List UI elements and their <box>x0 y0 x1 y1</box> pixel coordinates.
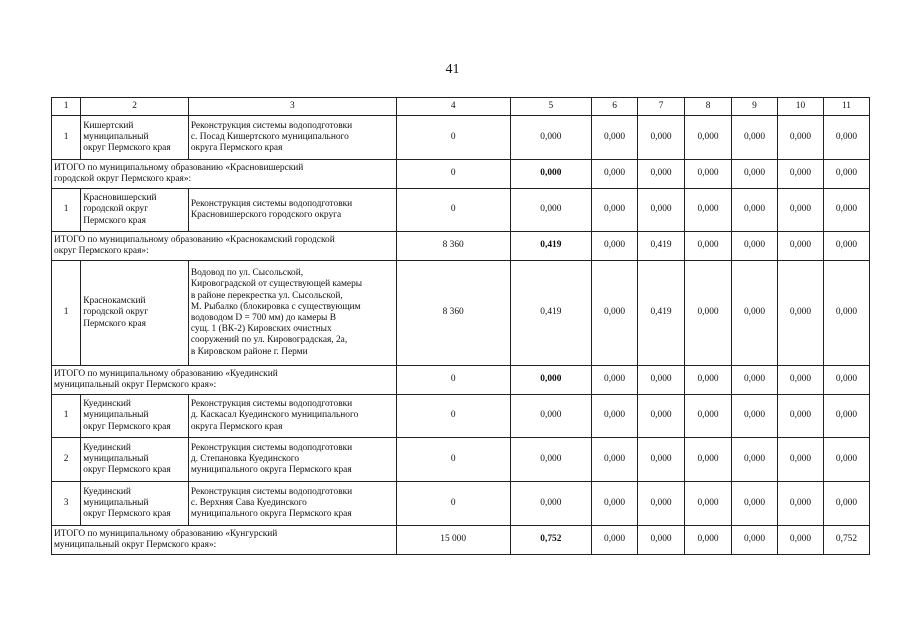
value-cell: 0,000 <box>592 232 638 261</box>
value-cell: 8 360 <box>396 261 510 366</box>
value-cell: 0,000 <box>685 526 732 555</box>
value-cell: 0,752 <box>823 526 869 555</box>
project-cell: Реконструкция системы водоподготовки Красновишерского городского округа <box>188 189 396 232</box>
header-cell: 6 <box>592 98 638 116</box>
value-cell: 0,000 <box>823 366 869 395</box>
value-cell: 0,000 <box>823 160 869 189</box>
value-cell: 0,000 <box>592 395 638 438</box>
row-number-cell: 1 <box>52 395 81 438</box>
page-number: 41 <box>445 62 460 77</box>
total-label: ИТОГО по муниципальному образованию «Краснокамский городской округ Пермского края»: <box>52 232 397 261</box>
header-cell: 10 <box>777 98 823 116</box>
value-cell: 0,000 <box>777 189 823 232</box>
value-cell: 0,000 <box>732 482 778 526</box>
value-cell: 0 <box>396 366 510 395</box>
value-cell: 0,000 <box>732 116 778 160</box>
value-cell: 0,000 <box>777 261 823 366</box>
value-cell: 0,000 <box>510 482 591 526</box>
value-cell: 0,000 <box>823 189 869 232</box>
value-cell: 0,000 <box>638 482 685 526</box>
value-cell: 0,000 <box>638 526 685 555</box>
value-cell: 0,000 <box>823 116 869 160</box>
value-cell: 0,000 <box>823 232 869 261</box>
value-cell: 15 000 <box>396 526 510 555</box>
header-cell: 2 <box>81 98 189 116</box>
header-cell: 5 <box>510 98 591 116</box>
table-row <box>52 261 870 366</box>
row-number-cell: 2 <box>52 438 81 482</box>
project-cell: Реконструкция системы водоподготовки с. Посад Кишертского муниципального округа Пермского края <box>188 116 396 160</box>
table-row <box>52 116 870 160</box>
value-cell: 0 <box>396 438 510 482</box>
value-cell: 0,000 <box>685 438 732 482</box>
value-cell: 0,000 <box>592 116 638 160</box>
project-cell: Водовод по ул. Сысольской, Кировоградской от существующей камеры в районе перекрестка ул. Сысольской, М. Рыбалко (блокировка с существующим водоводом D = 700 мм) до камеры В сущ. 1 (ВК-2) Кировских очистных сооружений по ул. Кировоградская, 2а, в Кировском районе г. Перми <box>188 261 396 366</box>
value-cell: 0,000 <box>777 232 823 261</box>
value-cell: 0 <box>396 395 510 438</box>
total-label: ИТОГО по муниципальному образованию «Куединский муниципальный округ Пермского края»: <box>52 366 397 395</box>
value-cell: 0,419 <box>638 232 685 261</box>
value-cell: 0,000 <box>592 482 638 526</box>
total-row <box>52 160 870 189</box>
value-cell: 0,000 <box>777 116 823 160</box>
value-cell: 0,000 <box>638 189 685 232</box>
district-cell: Кишертский муниципальный округ Пермского края <box>81 116 189 160</box>
table-row <box>52 482 870 526</box>
value-cell: 0,000 <box>510 395 591 438</box>
value-cell: 0,419 <box>510 261 591 366</box>
value-cell: 0,000 <box>510 366 591 395</box>
value-cell: 0,000 <box>592 160 638 189</box>
header-cell: 3 <box>188 98 396 116</box>
value-cell: 0 <box>396 160 510 189</box>
value-cell: 0,000 <box>592 526 638 555</box>
district-cell: Куединский муниципальный округ Пермского края <box>81 482 189 526</box>
district-cell: Краснокамский городской округ Пермского края <box>81 261 189 366</box>
value-cell: 0,000 <box>732 366 778 395</box>
value-cell: 0,000 <box>732 160 778 189</box>
value-cell: 0,000 <box>638 438 685 482</box>
value-cell: 0,000 <box>732 526 778 555</box>
value-cell: 0,419 <box>638 261 685 366</box>
row-number-cell: 1 <box>52 189 81 232</box>
value-cell: 0,419 <box>510 232 591 261</box>
value-cell: 0,000 <box>510 189 591 232</box>
value-cell: 0,000 <box>777 482 823 526</box>
header-cell: 7 <box>638 98 685 116</box>
row-number-cell: 3 <box>52 482 81 526</box>
value-cell: 0,000 <box>685 232 732 261</box>
value-cell: 0,000 <box>638 160 685 189</box>
value-cell: 0,000 <box>777 366 823 395</box>
value-cell: 0,000 <box>592 438 638 482</box>
total-label: ИТОГО по муниципальному образованию «Красновишерский городской округ Пермского края»: <box>52 160 397 189</box>
row-number-cell: 1 <box>52 261 81 366</box>
total-row <box>52 526 870 555</box>
district-cell: Куединский муниципальный округ Пермского края <box>81 438 189 482</box>
header-row <box>52 98 870 116</box>
project-cell: Реконструкция системы водоподготовки д. Степановка Куединского муниципального округа Пермского края <box>188 438 396 482</box>
value-cell: 0,000 <box>685 482 732 526</box>
value-cell: 0 <box>396 189 510 232</box>
value-cell: 0,000 <box>777 438 823 482</box>
value-cell: 0,000 <box>732 189 778 232</box>
total-row <box>52 366 870 395</box>
table-row <box>52 189 870 232</box>
value-cell: 0,000 <box>638 366 685 395</box>
value-cell: 0,000 <box>732 232 778 261</box>
value-cell: 0,000 <box>777 526 823 555</box>
value-cell: 0,000 <box>592 261 638 366</box>
value-cell: 0 <box>396 116 510 160</box>
value-cell: 0,000 <box>732 395 778 438</box>
value-cell: 0,000 <box>592 366 638 395</box>
value-cell: 0,000 <box>732 438 778 482</box>
value-cell: 0,000 <box>777 395 823 438</box>
value-cell: 0,000 <box>685 116 732 160</box>
value-cell: 0,000 <box>638 116 685 160</box>
project-cell: Реконструкция системы водоподготовки с. Верхняя Сава Куединского муниципального округа Пермского края <box>188 482 396 526</box>
value-cell: 0,000 <box>823 261 869 366</box>
value-cell: 0,000 <box>685 261 732 366</box>
value-cell: 0,000 <box>685 395 732 438</box>
value-cell: 8 360 <box>396 232 510 261</box>
header-cell: 1 <box>52 98 81 116</box>
table-row <box>52 438 870 482</box>
value-cell: 0,000 <box>823 395 869 438</box>
header-cell: 8 <box>685 98 732 116</box>
total-label: ИТОГО по муниципальному образованию «Кунгурский муниципальный округ Пермского края»: <box>52 526 397 555</box>
header-cell: 11 <box>823 98 869 116</box>
value-cell: 0,000 <box>510 160 591 189</box>
value-cell: 0,000 <box>592 189 638 232</box>
district-cell: Красновишерский городской округ Пермского края <box>81 189 189 232</box>
value-cell: 0,000 <box>823 438 869 482</box>
value-cell: 0,000 <box>510 116 591 160</box>
value-cell: 0,752 <box>510 526 591 555</box>
value-cell: 0,000 <box>685 189 732 232</box>
table-row <box>52 395 870 438</box>
header-cell: 4 <box>396 98 510 116</box>
total-row <box>52 232 870 261</box>
value-cell: 0,000 <box>777 160 823 189</box>
value-cell: 0,000 <box>510 438 591 482</box>
value-cell: 0 <box>396 482 510 526</box>
header-cell: 9 <box>732 98 778 116</box>
funding-table <box>51 97 870 555</box>
value-cell: 0,000 <box>685 160 732 189</box>
value-cell: 0,000 <box>732 261 778 366</box>
row-number-cell: 1 <box>52 116 81 160</box>
value-cell: 0,000 <box>823 482 869 526</box>
project-cell: Реконструкция системы водоподготовки д. Каскасал Куединского муниципального округа Пермского края <box>188 395 396 438</box>
district-cell: Куединский муниципальный округ Пермского края <box>81 395 189 438</box>
value-cell: 0,000 <box>685 366 732 395</box>
value-cell: 0,000 <box>638 395 685 438</box>
